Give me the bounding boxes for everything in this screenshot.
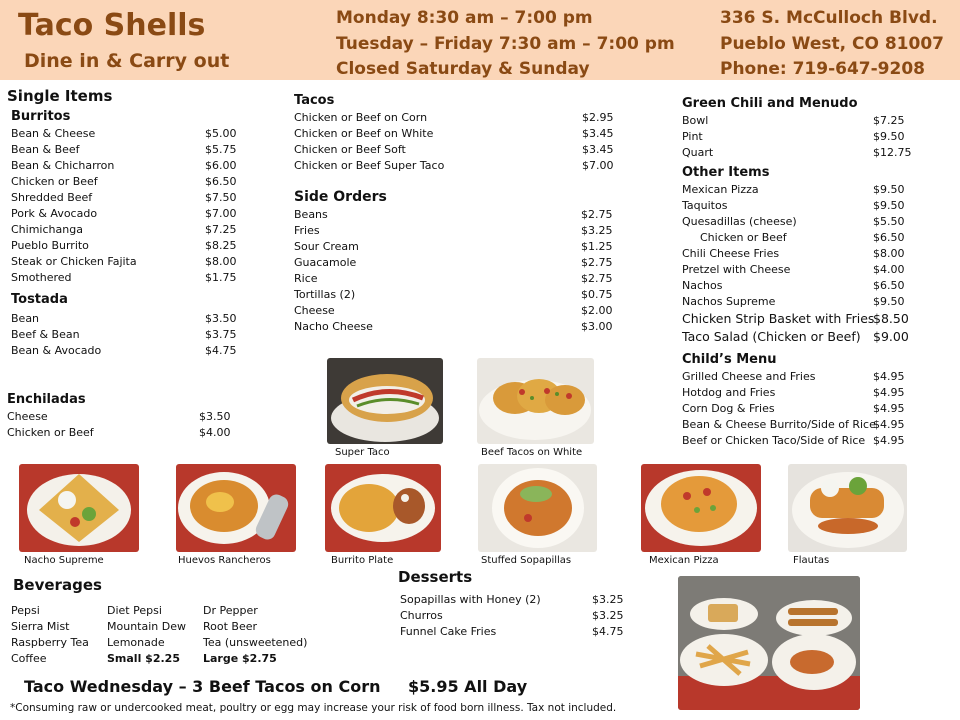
- menu-item: [682, 278, 952, 294]
- address-city: Pueblo West, CO 81007: [720, 33, 944, 54]
- menu-item-name: Hotdog and Fries: [682, 386, 776, 399]
- nacho-supreme-image: [19, 464, 139, 552]
- menu-item-price: $9.50: [873, 199, 905, 212]
- childs-menu-list: [682, 369, 952, 449]
- mexican-pizza-photo: [641, 464, 761, 552]
- menu-item-price: $12.75: [873, 146, 912, 159]
- beverage-item: Mountain Dew: [107, 620, 186, 633]
- menu-item-name: Sour Cream: [294, 240, 359, 253]
- menu-item-price: $4.00: [199, 426, 231, 439]
- menu-item: [294, 271, 624, 287]
- huevos-rancheros-image: [176, 464, 296, 552]
- menu-item: [11, 158, 242, 174]
- menu-item: [294, 126, 624, 142]
- huevos-rancheros-caption: Huevos Rancheros: [178, 555, 271, 566]
- menu-item-price: $5.00: [205, 127, 237, 140]
- huevos-rancheros-photo: [176, 464, 296, 552]
- menu-item-price: $9.50: [873, 183, 905, 196]
- menu-item-name: Funnel Cake Fries: [400, 625, 497, 638]
- menu-item-name: Chili Cheese Fries: [682, 247, 780, 260]
- beverages-col-2: [107, 603, 186, 667]
- menu-item: [294, 319, 624, 335]
- menu-item-price: $3.00: [581, 320, 613, 333]
- menu-item: [682, 294, 952, 310]
- menu-item-name: Rice: [294, 272, 318, 285]
- menu-item: [11, 206, 242, 222]
- menu-item-name: Chicken or Beef: [11, 175, 98, 188]
- menu-item: [7, 409, 242, 425]
- enchiladas-list: [7, 409, 242, 441]
- menu-item: [294, 287, 624, 303]
- small-drink-price: Small $2.25: [107, 652, 180, 665]
- menu-item: [294, 223, 624, 239]
- beverage-item: Dr Pepper: [203, 604, 258, 617]
- tostada-heading: Tostada: [11, 292, 68, 307]
- menu-item: [682, 145, 952, 161]
- menu-item-price: $8.50: [873, 311, 909, 326]
- stuffed-sopapillas-photo: [478, 464, 597, 552]
- menu-item-name: Churros: [400, 609, 443, 622]
- beverages-heading: Beverages: [13, 576, 102, 594]
- menu-item-name: Quesadillas (cheese): [682, 215, 797, 228]
- menu-item-name: Chicken or Beef: [7, 426, 94, 439]
- menu-item: [682, 129, 952, 145]
- phone-number: Phone: 719-647-9208: [720, 59, 925, 79]
- burrito-plate-photo: [325, 464, 441, 552]
- flautas-photo: [788, 464, 907, 552]
- beverages-col-1: [11, 603, 89, 667]
- menu-item: [682, 328, 952, 346]
- menu-item-price: $4.95: [873, 418, 905, 431]
- menu-item-name: Bowl: [682, 114, 709, 127]
- menu-item: [682, 401, 952, 417]
- single-items-section: [7, 87, 242, 359]
- super-taco-caption: Super Taco: [335, 447, 390, 458]
- menu-item-price: $4.95: [873, 402, 905, 415]
- menu-item: [11, 142, 242, 158]
- promo-price: $5.95 All Day: [408, 677, 528, 696]
- menu-item-name: Nachos: [682, 279, 723, 292]
- menu-item-name: Pork & Avocado: [11, 207, 98, 220]
- burrito-plate-caption: Burrito Plate: [331, 555, 394, 566]
- menu-item-name: Bean & Cheese Burrito/Side of Rice: [682, 418, 876, 431]
- enchiladas-section: [7, 390, 242, 441]
- menu-item-price: $1.75: [205, 271, 237, 284]
- menu-item-name: Steak or Chicken Fajita: [11, 255, 137, 268]
- tacos-list: [294, 110, 624, 174]
- menu-item: [294, 239, 624, 255]
- menu-item: [294, 207, 624, 223]
- menu-item-name: Nacho Cheese: [294, 320, 373, 333]
- menu-item-name: Nachos Supreme: [682, 295, 776, 308]
- beverage-item: Root Beer: [203, 620, 258, 633]
- menu-item-price: $2.00: [581, 304, 613, 317]
- menu-item-price: $3.25: [592, 609, 624, 622]
- beef-tacos-image: [477, 358, 594, 444]
- other-items-heading: Other Items: [682, 165, 770, 180]
- menu-item: [682, 433, 952, 449]
- green-chili-list: [682, 113, 952, 161]
- beverage-item: Tea (unsweetened): [203, 636, 308, 649]
- menu-item-name: Fries: [294, 224, 320, 237]
- menu-item: [294, 255, 624, 271]
- menu-item-name: Chicken or Beef on White: [294, 127, 434, 140]
- contact-info: [720, 6, 944, 83]
- beverage-item: Lemonade: [107, 636, 165, 649]
- menu-item-name: Bean & Cheese: [11, 127, 96, 140]
- burrito-plate-image: [325, 464, 441, 552]
- tacos-heading: Tacos: [294, 93, 335, 108]
- menu-item-price: $8.25: [205, 239, 237, 252]
- menu-item: [294, 142, 624, 158]
- nacho-supreme-photo: [19, 464, 139, 552]
- green-chili-section: [682, 94, 952, 449]
- menu-item-name: Chicken or Beef Soft: [294, 143, 406, 156]
- menu-item-price: $2.95: [582, 111, 614, 124]
- menu-item-name: Quart: [682, 146, 714, 159]
- menu-item-name: Bean & Beef: [11, 143, 80, 156]
- menu-item: [682, 113, 952, 129]
- menu-item: [400, 624, 630, 640]
- menu-item-name: Chicken or Beef: [700, 231, 787, 244]
- menu-item: [682, 246, 952, 262]
- address-street: 336 S. McCulloch Blvd.: [720, 8, 938, 28]
- menu-item-name: Bean & Chicharron: [11, 159, 115, 172]
- menu-item-name: Cheese: [7, 410, 48, 423]
- menu-item: [11, 174, 242, 190]
- menu-item-price: $6.50: [873, 231, 905, 244]
- menu-item-price: $9.50: [873, 130, 905, 143]
- mexican-pizza-caption: Mexican Pizza: [649, 555, 719, 566]
- enchiladas-heading: Enchiladas: [7, 392, 86, 407]
- menu-item: [682, 182, 952, 198]
- menu-item: [682, 369, 952, 385]
- menu-item-price: $6.50: [205, 175, 237, 188]
- super-taco-photo: [327, 358, 443, 444]
- menu-item: [682, 230, 952, 246]
- menu-item-price: $8.00: [873, 247, 905, 260]
- desserts-photo: [678, 576, 860, 710]
- nacho-supreme-caption: Nacho Supreme: [24, 555, 104, 566]
- menu-item-price: $3.45: [582, 143, 614, 156]
- menu-item-price: $2.75: [581, 256, 613, 269]
- side-orders-section: [294, 187, 624, 335]
- beef-tacos-caption: Beef Tacos on White: [481, 447, 583, 458]
- header-banner: [0, 0, 960, 80]
- menu-item-name: Guacamole: [294, 256, 357, 269]
- childs-menu-heading: Child’s Menu: [682, 352, 777, 367]
- menu-item-name: Bean & Avocado: [11, 344, 102, 357]
- menu-item-price: $5.50: [873, 215, 905, 228]
- menu-item-name: Beef & Bean: [11, 328, 80, 341]
- menu-item-name: Sopapillas with Honey (2): [400, 593, 541, 606]
- menu-item: [682, 385, 952, 401]
- menu-item-name: Shredded Beef: [11, 191, 93, 204]
- hours-line: Closed Saturday & Sunday: [336, 59, 590, 79]
- menu-item: [294, 110, 624, 126]
- menu-item: [294, 303, 624, 319]
- menu-item-name: Pretzel with Cheese: [682, 263, 791, 276]
- menu-item-name: Corn Dog & Fries: [682, 402, 775, 415]
- menu-item-name: Grilled Cheese and Fries: [682, 370, 816, 383]
- menu-item-name: Pueblo Burrito: [11, 239, 89, 252]
- menu-item-price: $7.00: [582, 159, 614, 172]
- menu-item-name: Tortillas (2): [294, 288, 356, 301]
- menu-item: [11, 126, 242, 142]
- menu-item: [11, 343, 242, 359]
- menu-item-price: $0.75: [581, 288, 613, 301]
- other-items-list: [682, 182, 952, 346]
- menu-item-name: Bean: [11, 312, 40, 325]
- menu-item-price: $6.00: [205, 159, 237, 172]
- menu-item-price: $4.95: [873, 434, 905, 447]
- beverages-col-3: [203, 603, 307, 667]
- menu-item-name: Taquitos: [682, 199, 728, 212]
- menu-item: [400, 608, 630, 624]
- menu-item-price: $6.50: [873, 279, 905, 292]
- restaurant-name: Taco Shells: [18, 8, 206, 43]
- green-chili-heading: Green Chili and Menudo: [682, 96, 858, 111]
- menu-item-price: $7.25: [873, 114, 905, 127]
- menu-item-price: $2.75: [581, 272, 613, 285]
- menu-item: [7, 425, 242, 441]
- beverage-item: Sierra Mist: [11, 620, 70, 633]
- menu-item-price: $7.50: [205, 191, 237, 204]
- menu-item: [682, 310, 952, 328]
- burritos-heading: Burritos: [11, 109, 71, 124]
- menu-item: [682, 262, 952, 278]
- side-orders-list: [294, 207, 624, 335]
- menu-item-price: $3.75: [205, 328, 237, 341]
- menu-item-price: $3.50: [199, 410, 231, 423]
- menu-item: [11, 238, 242, 254]
- super-taco-image: [327, 358, 443, 444]
- menu-item-name: Taco Salad (Chicken or Beef): [682, 329, 861, 344]
- flautas-image: [788, 464, 907, 552]
- menu-item: [11, 222, 242, 238]
- menu-item-price: $3.25: [581, 224, 613, 237]
- side-orders-heading: Side Orders: [294, 189, 387, 205]
- tostada-list: [11, 311, 242, 359]
- menu-item-name: Chimichanga: [11, 223, 83, 236]
- menu-item: [11, 327, 242, 343]
- menu-item: [682, 198, 952, 214]
- menu-item: [294, 158, 624, 174]
- menu-item: [11, 270, 242, 286]
- beverage-item: Diet Pepsi: [107, 604, 162, 617]
- mexican-pizza-image: [641, 464, 761, 552]
- stuffed-sopapillas-caption: Stuffed Sopapillas: [481, 555, 572, 566]
- menu-item-name: Chicken or Beef Super Taco: [294, 159, 445, 172]
- business-hours: [336, 6, 675, 83]
- menu-item-name: Mexican Pizza: [682, 183, 759, 196]
- desserts-section: [398, 568, 630, 640]
- burritos-list: [11, 126, 242, 286]
- desserts-heading: Desserts: [398, 568, 473, 586]
- menu-item-price: $9.00: [873, 329, 909, 344]
- menu-item-price: $3.25: [592, 593, 624, 606]
- hours-line: Tuesday – Friday 7:30 am – 7:00 pm: [336, 33, 675, 54]
- hours-line: Monday 8:30 am – 7:00 pm: [336, 8, 593, 28]
- flautas-caption: Flautas: [793, 555, 830, 566]
- menu-item: [682, 417, 952, 433]
- menu-item-price: $3.45: [582, 127, 614, 140]
- menu-item-price: $2.75: [581, 208, 613, 221]
- menu-item-name: Pint: [682, 130, 703, 143]
- menu-item: [11, 254, 242, 270]
- menu-item: [682, 214, 952, 230]
- menu-item-name: Smothered: [11, 271, 72, 284]
- menu-item-price: $7.25: [205, 223, 237, 236]
- menu-item-name: Cheese: [294, 304, 335, 317]
- menu-item-price: $1.25: [581, 240, 613, 253]
- beverage-item: Pepsi: [11, 604, 40, 617]
- menu-item-price: $4.95: [873, 386, 905, 399]
- desserts-list: [398, 592, 630, 640]
- menu-item: [400, 592, 630, 608]
- beef-tacos-photo: [477, 358, 594, 444]
- promo-title: Taco Wednesday – 3 Beef Tacos on Corn: [24, 677, 381, 696]
- single-items-heading: Single Items: [7, 87, 113, 105]
- beverage-item: Raspberry Tea: [11, 636, 89, 649]
- menu-item-price: $3.50: [205, 312, 237, 325]
- menu-item-price: $5.75: [205, 143, 237, 156]
- menu-item-price: $7.00: [205, 207, 237, 220]
- stuffed-sopapillas-image: [478, 464, 597, 552]
- beverage-item: Coffee: [11, 652, 47, 665]
- menu-item: [11, 311, 242, 327]
- menu-item-price: $4.75: [205, 344, 237, 357]
- menu-item-price: $4.00: [873, 263, 905, 276]
- restaurant-tagline: Dine in & Carry out: [24, 50, 230, 72]
- menu-item-price: $9.50: [873, 295, 905, 308]
- menu-item-price: $8.00: [205, 255, 237, 268]
- menu-item-name: Chicken Strip Basket with Fries: [682, 311, 875, 326]
- food-safety-footnote: *Consuming raw or undercooked meat, poultry or egg may increase your risk of food born illness. Tax not included.: [10, 702, 617, 714]
- menu-item-name: Beans: [294, 208, 328, 221]
- menu-item-name: Beef or Chicken Taco/Side of Rice: [682, 434, 866, 447]
- menu-item-price: $4.75: [592, 625, 624, 638]
- menu-item-price: $4.95: [873, 370, 905, 383]
- large-drink-price: Large $2.75: [203, 652, 277, 665]
- tacos-section: [294, 91, 624, 174]
- menu-item: [11, 190, 242, 206]
- menu-item-name: Chicken or Beef on Corn: [294, 111, 428, 124]
- desserts-image: [678, 576, 860, 710]
